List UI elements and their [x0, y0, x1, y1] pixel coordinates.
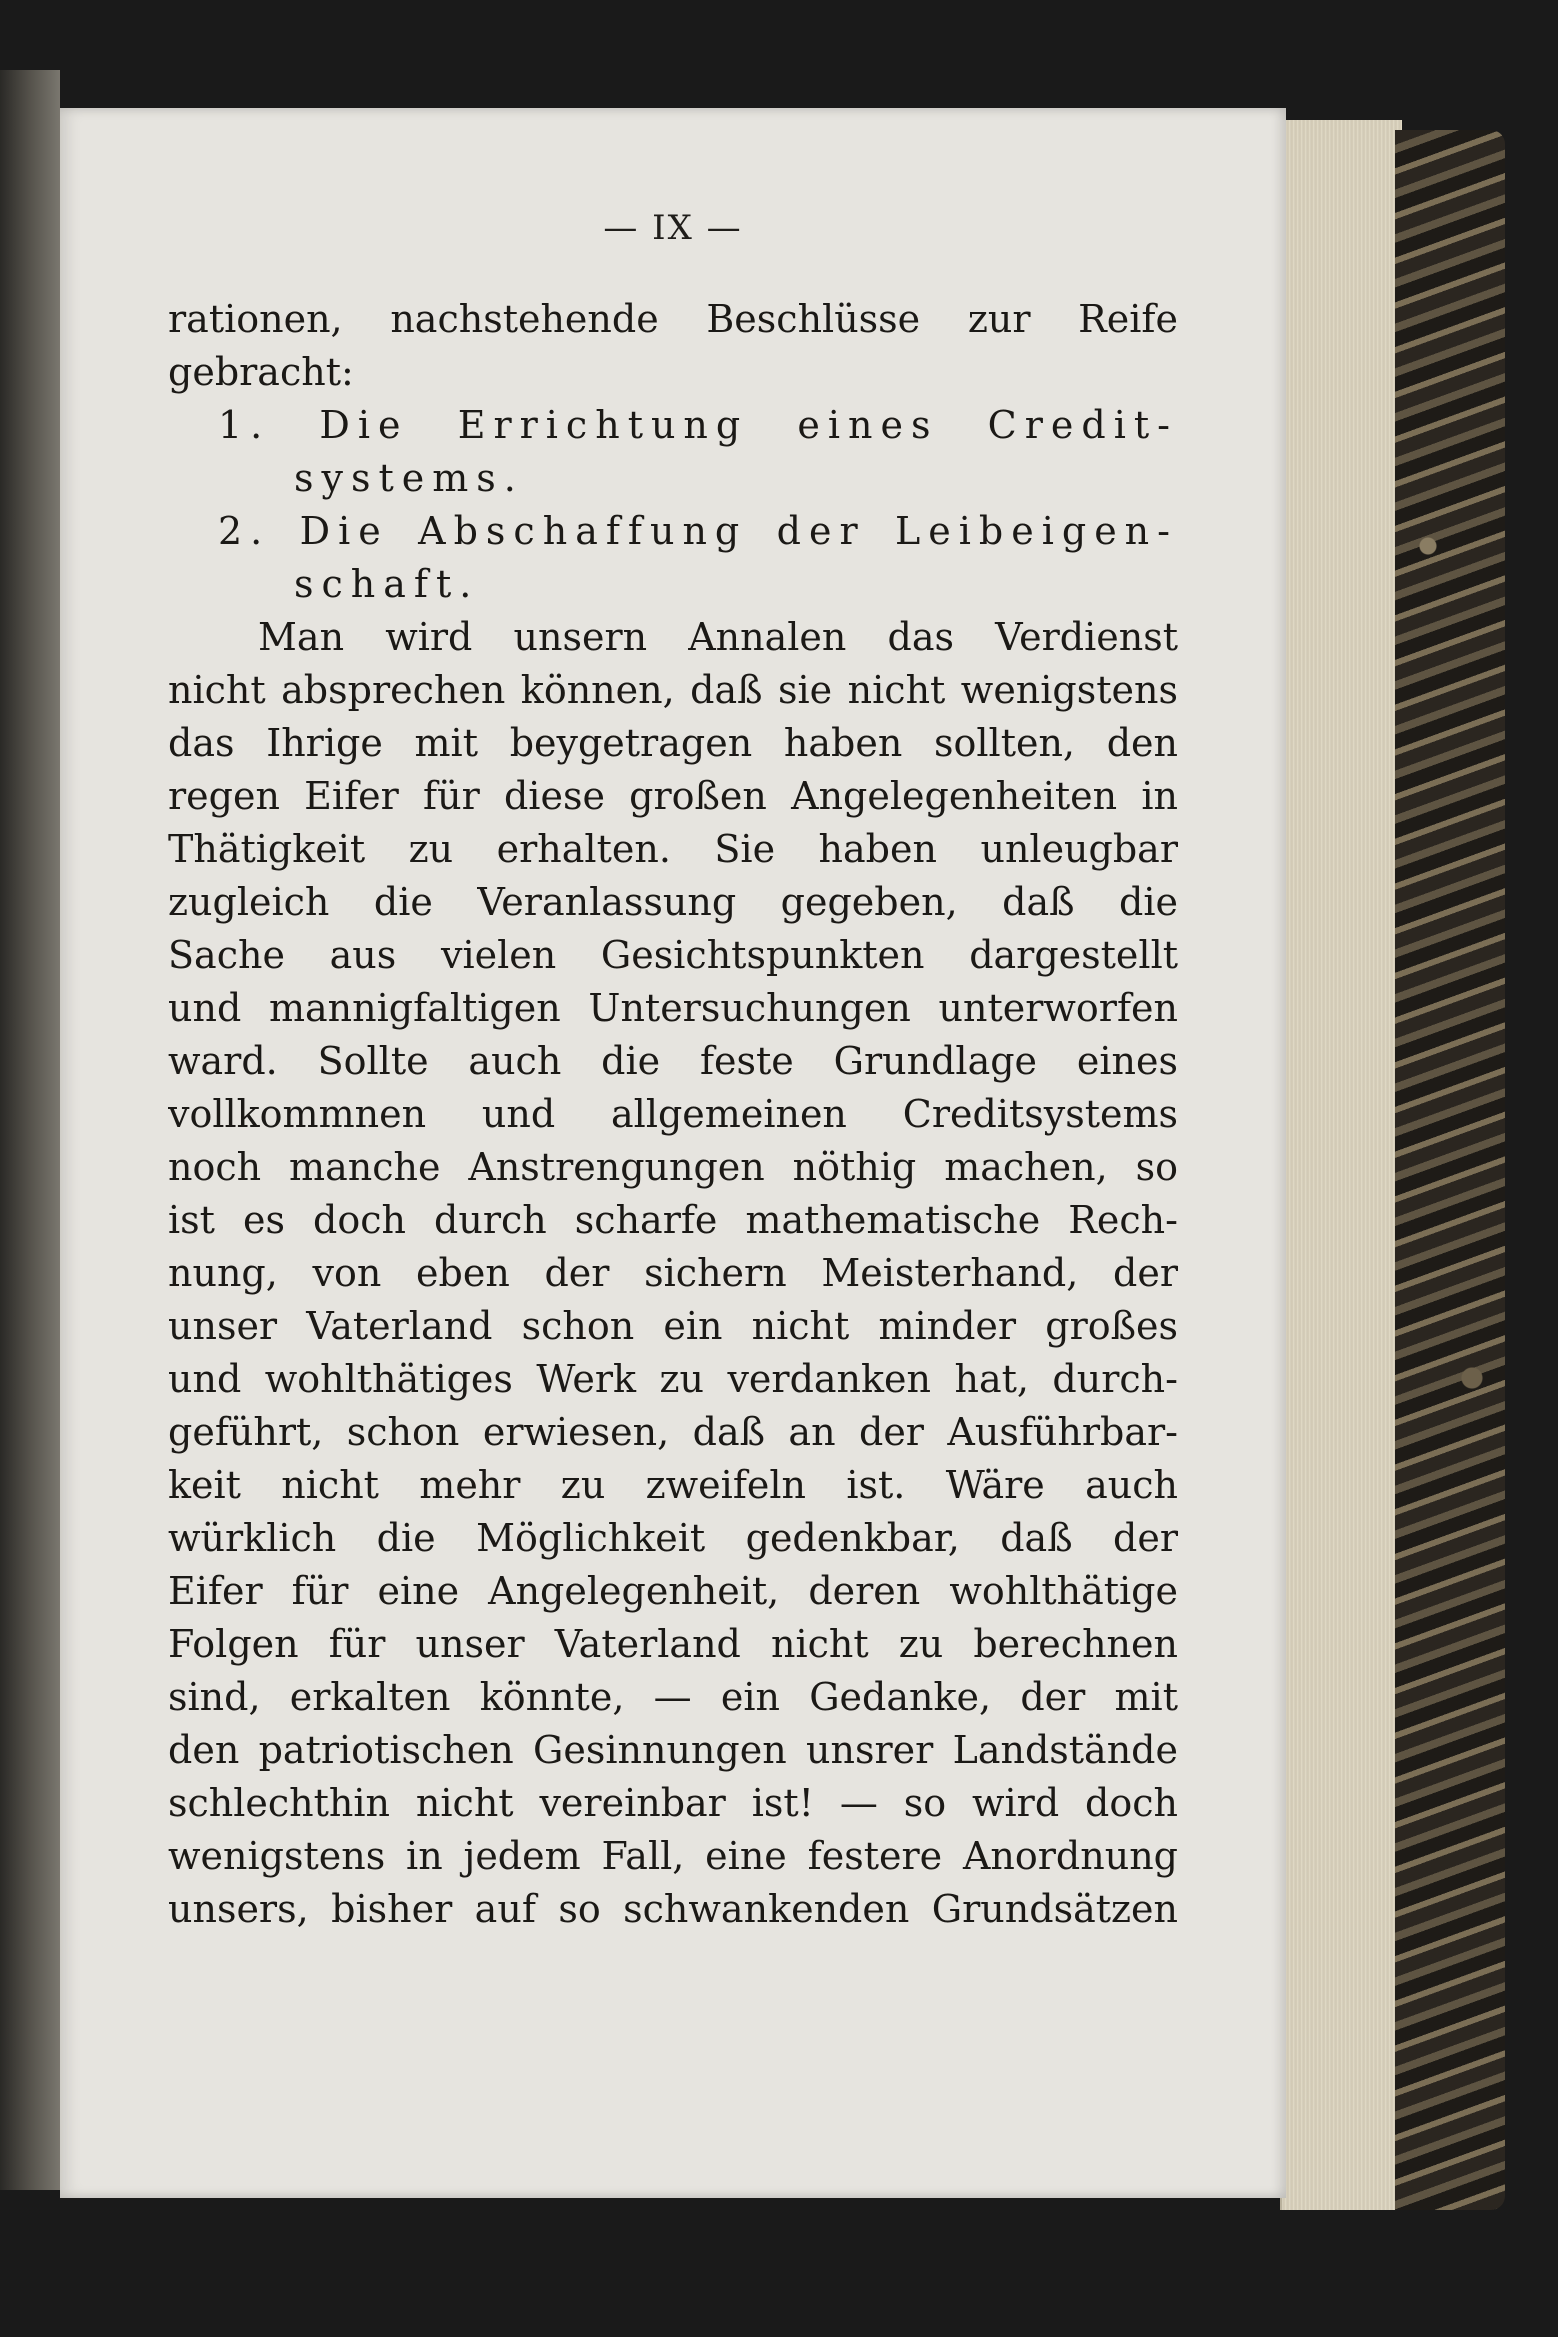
- text-line: ward. Sollte auch die feste Grundlage eines: [168, 1039, 1178, 1083]
- marbled-cover: [1395, 130, 1505, 2210]
- text-line: nicht absprechen können, daß sie nicht wenigstens: [168, 668, 1178, 712]
- text-line: rationen, nachstehende Beschlüsse zur Reife: [168, 297, 1178, 341]
- text-line: das Ihrige mit beygetragen haben sollten, den: [168, 721, 1178, 765]
- text-line: sind, erkalten könnte, — ein Gedanke, der mit: [168, 1675, 1178, 1719]
- text-line: regen Eifer für diese großen Angelegenheiten in: [168, 774, 1178, 818]
- text-line: nung, von eben der sichern Meisterhand, der: [168, 1251, 1178, 1295]
- text-line: noch manche Anstrengungen nöthig machen, so: [168, 1145, 1178, 1189]
- text-line: und wohlthätiges Werk zu verdanken hat, durch-: [168, 1357, 1178, 1401]
- text-line: zugleich die Veranlassung gegeben, daß die: [168, 880, 1178, 924]
- text-line: wenigstens in jedem Fall, eine festere Anordnung: [168, 1834, 1178, 1878]
- text-line: Folgen für unser Vaterland nicht zu berechnen: [168, 1622, 1178, 1666]
- left-page-edge: [0, 70, 60, 2190]
- text-line: Thätigkeit zu erhalten. Sie haben unleugbar: [168, 827, 1178, 871]
- text-line: Sache aus vielen Gesichtspunkten dargestellt: [168, 933, 1178, 977]
- text-line: unsers, bisher auf so schwankenden Grundsätzen: [168, 1887, 1178, 1931]
- text-line: würklich die Möglichkeit gedenkbar, daß der: [168, 1516, 1178, 1560]
- text-line: gebracht:: [168, 350, 354, 394]
- page-body-text: [168, 293, 1178, 1936]
- book-page: [60, 108, 1286, 2198]
- page-fore-edge: [1280, 120, 1402, 2210]
- list-item-continuation: systems.: [294, 456, 524, 500]
- page-number-header: — IX —: [603, 208, 743, 248]
- text-line: Eifer für eine Angelegenheit, deren wohlthätige: [168, 1569, 1178, 1613]
- text-line: geführt, schon erwiesen, daß an der Ausführbar-: [168, 1410, 1178, 1454]
- text-line: und mannigfaltigen Untersuchungen unterworfen: [168, 986, 1178, 1030]
- list-item-continuation: schaft.: [294, 562, 480, 606]
- text-line: unser Vaterland schon ein nicht minder großes: [168, 1304, 1178, 1348]
- text-line: ist es doch durch scharfe mathematische Rech-: [168, 1198, 1178, 1242]
- text-line: den patriotischen Gesinnungen unsrer Landstände: [168, 1728, 1178, 1772]
- list-item: 2. Die Abschaffung der Leibeigen-: [218, 509, 1178, 553]
- text-line: schlechthin nicht vereinbar ist! — so wird doch: [168, 1781, 1178, 1825]
- list-item: 1. Die Errichtung eines Credit-: [218, 403, 1178, 447]
- paragraph-first-line: Man wird unsern Annalen das Verdienst: [258, 615, 1178, 659]
- text-line: keit nicht mehr zu zweifeln ist. Wäre auch: [168, 1463, 1178, 1507]
- text-line: vollkommnen und allgemeinen Creditsystems: [168, 1092, 1178, 1136]
